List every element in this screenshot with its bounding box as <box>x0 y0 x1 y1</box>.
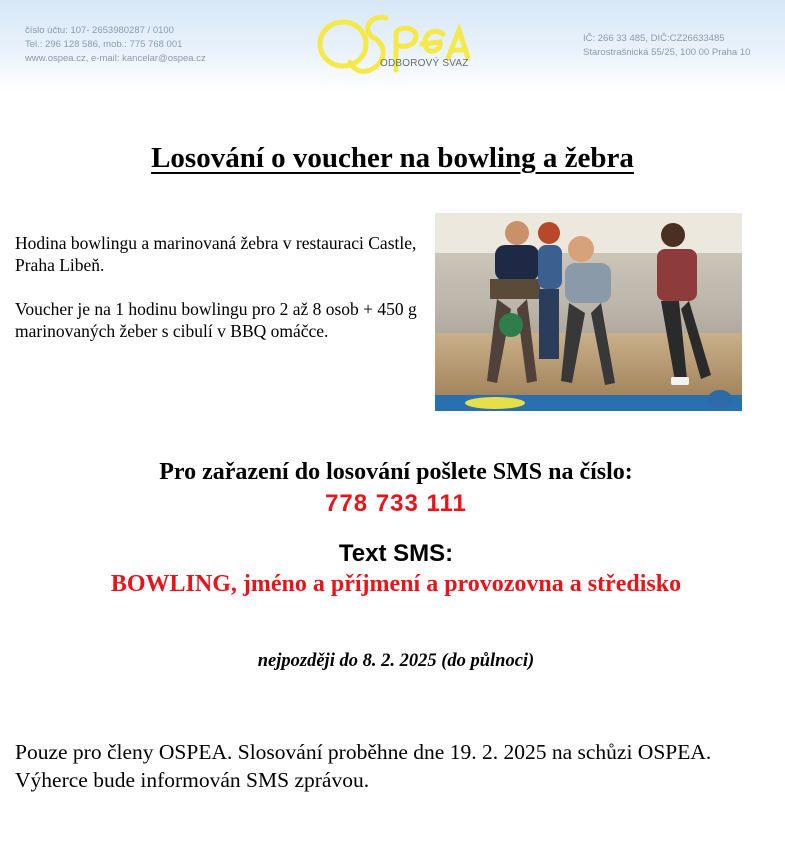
logo-subtitle: ODBOROVÝ SVAZ <box>380 58 469 69</box>
sms-text-value: BOWLING, jméno a příjmení a provozovna a středisko <box>110 571 682 597</box>
sms-text-heading: Text SMS: <box>338 540 454 567</box>
intro-paragraph-1: Hodina bowlingu a marinovaná žebra v restauraci Castle, Praha Libeň. <box>15 233 417 275</box>
page-title: Losování o voucher na bowling a žebra <box>151 142 634 174</box>
deadline: nejpozději do 8. 2. 2025 (do půlnoci) <box>257 651 535 671</box>
letterhead <box>0 0 785 92</box>
address-line: Starostrašnická 55/25, 100 00 Praha 10 <box>583 47 751 58</box>
company-ids <box>583 32 750 60</box>
sms-number: 778 733 111 <box>325 490 467 517</box>
sms-instruction: Pro zařazení do losování pošlete SMS na číslo: <box>159 459 633 485</box>
contact-info <box>25 24 206 66</box>
ospea-logo <box>316 4 470 84</box>
intro-paragraph-2: Voucher je na 1 hodinu bowlingu pro 2 až 8 osob + 450 g marinovaných žeber s cibulí v BBQ omáčce. <box>15 299 417 341</box>
web-email-line: www.ospea.cz, e-mail: kancelar@ospea.cz <box>25 53 206 64</box>
phone-line: Tel.: 296 128 586, mob.: 775 768 001 <box>25 39 183 50</box>
bank-account-line: číslo účtu: 107- 2653980287 / 0100 <box>25 25 174 36</box>
footer-note: Pouze pro členy OSPEA. Slosování proběhne dne 19. 2. 2025 na schůzi OSPEA. Výherce bude informován SMS zprávou. <box>15 740 712 792</box>
company-id-line: IČ: 266 33 485, DIČ:CZ26633485 <box>583 33 725 44</box>
bowling-photo <box>435 213 742 411</box>
intro-text <box>15 232 420 364</box>
